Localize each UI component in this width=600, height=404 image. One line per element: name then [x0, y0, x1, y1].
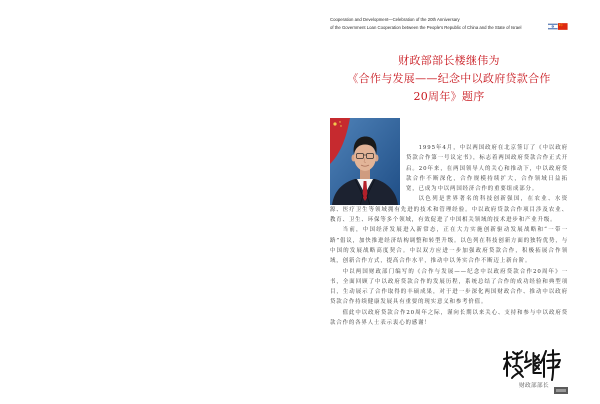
paragraph: 以色列是世界著名的科技创新强国，在农业、水资源、医疗卫生等领域拥有先进的技术和管理经验。中以政府贷款合作项目涉及农业、教育、卫生、环保等多个领域，有效促进了中国相关领域的技术进步和产业升级。 [330, 196, 568, 224]
page-number-tab-inner [556, 389, 566, 392]
signature-icon [503, 347, 561, 381]
page-title [330, 52, 568, 106]
header-line-1: Cooperation and Development—Celebration of the 20th Anniversary [330, 17, 460, 22]
signature-caption: 财政部部长 [519, 383, 549, 389]
paragraph: 值此中以政府贷款合作20周年之际，谨向长期以来关心、支持和参与中以政府贷款合作的各界人士表示衷心的感谢！ [330, 309, 568, 327]
page-number-tab [554, 387, 568, 394]
running-header [330, 16, 546, 31]
paragraph: 当前，中国经济发展进入新常态，正在大力实施创新驱动发展战略和“一带一路”倡议，加快推进经济结构调整和转型升级。以色列在科技创新方面的独特优势，与中国的发展战略高度契合。中以双方应进一步加强政府贷款合作，积极拓展合作领域，创新合作方式，提高合作水平，推动中以务实合作不断迈上新台阶。 [330, 227, 568, 265]
paragraph: 1995年4月，中以两国政府在北京签订了《中以政府贷款合作第一号议定书》，标志着两国政府贷款合作正式开启。20年来，在两国领导人的关心和推动下，中以政府贷款合作不断深化，合作规模持续扩大，合作领域日益拓宽，已成为中以两国经济合作的重要组成部分。 [406, 145, 568, 193]
header-line-2: of the Government Loan Cooperation between the People's Republic of China and the State of Israel [330, 24, 522, 30]
paragraph: 中以两国财政部门编写的《合作与发展——纪念中以政府贷款合作20周年》一书，全面回顾了中以政府贷款合作的发展历程，系统总结了合作的成功经验和典型项目，生动展示了合作取得的丰硕成果，对于进一步深化两国财政合作、推动中以政府贷款合作持续健康发展具有重要的现实意义和参考价值。 [330, 268, 568, 306]
china-flag-icon [558, 23, 568, 30]
flags [548, 23, 568, 30]
title-line-1: 财政部部长楼继伟为 [398, 54, 500, 67]
photo-wrap-spacer [330, 143, 406, 204]
title-line-2: 《合作与发展——纪念中以政府贷款合作 [347, 72, 551, 85]
preface-body [330, 143, 568, 337]
israel-flag-icon [548, 23, 558, 30]
title-line-3: 20周年》题序 [413, 90, 485, 103]
